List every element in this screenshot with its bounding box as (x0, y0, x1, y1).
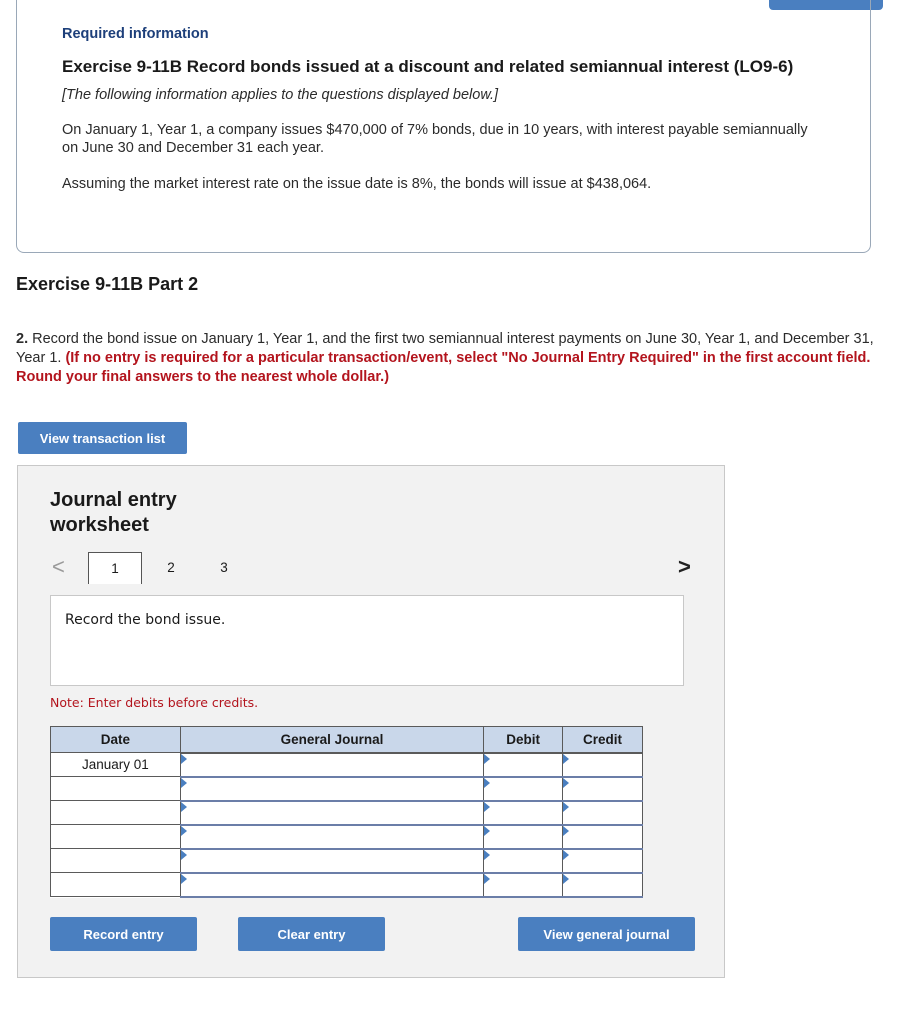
tab-entry-2[interactable]: 2 (167, 559, 175, 575)
column-header-credit: Credit (563, 727, 643, 753)
dropdown-marker-icon (181, 802, 187, 812)
view-transaction-list-button[interactable]: View transaction list (18, 422, 187, 454)
chevron-left-icon[interactable]: < (52, 554, 65, 579)
table-row (51, 825, 643, 849)
dropdown-marker-icon (484, 850, 490, 860)
credit-input[interactable] (563, 777, 643, 801)
question-body: Record the bond issue on January 1, Year 1, and the first two semiannual interest payments on June 30, Year 1, and December 31, Year 1. (16, 331, 874, 366)
dropdown-marker-icon (563, 826, 569, 836)
debit-input[interactable] (484, 873, 563, 897)
dropdown-marker-icon (484, 874, 490, 884)
question-number: 2. (16, 331, 29, 347)
applies-note: [The following information applies to the questions displayed below.] (62, 87, 499, 103)
table-row (51, 873, 643, 897)
record-entry-button[interactable]: Record entry (50, 917, 197, 951)
credit-input[interactable] (563, 801, 643, 825)
dropdown-marker-icon (181, 826, 187, 836)
dropdown-marker-icon (484, 754, 490, 764)
entry-instruction-text: Record the bond issue. (65, 612, 226, 628)
required-information-panel (16, 0, 871, 253)
date-cell[interactable] (51, 777, 181, 801)
tab-entry-3[interactable]: 3 (220, 559, 228, 575)
account-input[interactable] (180, 777, 483, 801)
debit-input[interactable] (484, 777, 563, 801)
worksheet-title: Journal entry worksheet (50, 489, 177, 536)
journal-header-row (51, 727, 643, 753)
bond-details-paragraph: On January 1, Year 1, a company issues $470,000 of 7% bonds, due in 10 years, with interest payable semiannually on June 30 and December 31 each year. (62, 122, 808, 156)
table-row (51, 849, 643, 873)
column-header-general-journal: General Journal (180, 727, 483, 753)
date-cell[interactable] (51, 825, 181, 849)
account-input[interactable] (180, 753, 483, 777)
account-input[interactable] (180, 825, 483, 849)
dropdown-marker-icon (484, 826, 490, 836)
view-general-journal-button[interactable]: View general journal (518, 917, 695, 951)
debit-input[interactable] (484, 825, 563, 849)
date-cell[interactable] (51, 873, 181, 897)
debits-note: Note: Enter debits before credits. (50, 695, 259, 710)
column-header-date: Date (51, 727, 181, 753)
entry-instruction-box (50, 595, 684, 686)
debit-input[interactable] (484, 849, 563, 873)
credit-input[interactable] (563, 753, 643, 777)
tab-entry-1[interactable]: 1 (88, 552, 142, 584)
exercise-title: Exercise 9-11B Record bonds issued at a discount and related semiannual interest (LO9-6) (62, 57, 794, 76)
table-row (51, 801, 643, 825)
date-cell[interactable] (51, 849, 181, 873)
dropdown-marker-icon (563, 802, 569, 812)
account-input[interactable] (180, 849, 483, 873)
dropdown-marker-icon (484, 802, 490, 812)
date-cell[interactable]: January 01 (51, 753, 181, 777)
column-header-debit: Debit (484, 727, 563, 753)
table-row (51, 753, 643, 777)
dropdown-marker-icon (563, 754, 569, 764)
credit-input[interactable] (563, 825, 643, 849)
question-instruction: (If no entry is required for a particular transaction/event, select "No Journal Entry Required" in the first account field. Round your final answers to the nearest whole dollar.) (16, 350, 871, 385)
dropdown-marker-icon (181, 850, 187, 860)
account-input[interactable] (180, 801, 483, 825)
debit-input[interactable] (484, 753, 563, 777)
dropdown-marker-icon (563, 778, 569, 788)
dropdown-marker-icon (181, 778, 187, 788)
date-cell[interactable] (51, 801, 181, 825)
market-rate-paragraph: Assuming the market interest rate on the issue date is 8%, the bonds will issue at $438,064. (62, 176, 652, 192)
question-text (16, 330, 901, 387)
clear-entry-button[interactable]: Clear entry (238, 917, 385, 951)
required-information-label: Required information (62, 26, 209, 42)
journal-table (50, 726, 643, 898)
dropdown-marker-icon (563, 874, 569, 884)
dropdown-marker-icon (181, 874, 187, 884)
dropdown-marker-icon (484, 778, 490, 788)
dropdown-marker-icon (181, 754, 187, 764)
account-input[interactable] (180, 873, 483, 897)
part-title: Exercise 9-11B Part 2 (16, 274, 199, 294)
debit-input[interactable] (484, 801, 563, 825)
credit-input[interactable] (563, 849, 643, 873)
dropdown-marker-icon (563, 850, 569, 860)
table-row (51, 777, 643, 801)
credit-input[interactable] (563, 873, 643, 897)
journal-entry-worksheet (17, 465, 725, 978)
chevron-right-icon[interactable]: > (678, 554, 691, 579)
